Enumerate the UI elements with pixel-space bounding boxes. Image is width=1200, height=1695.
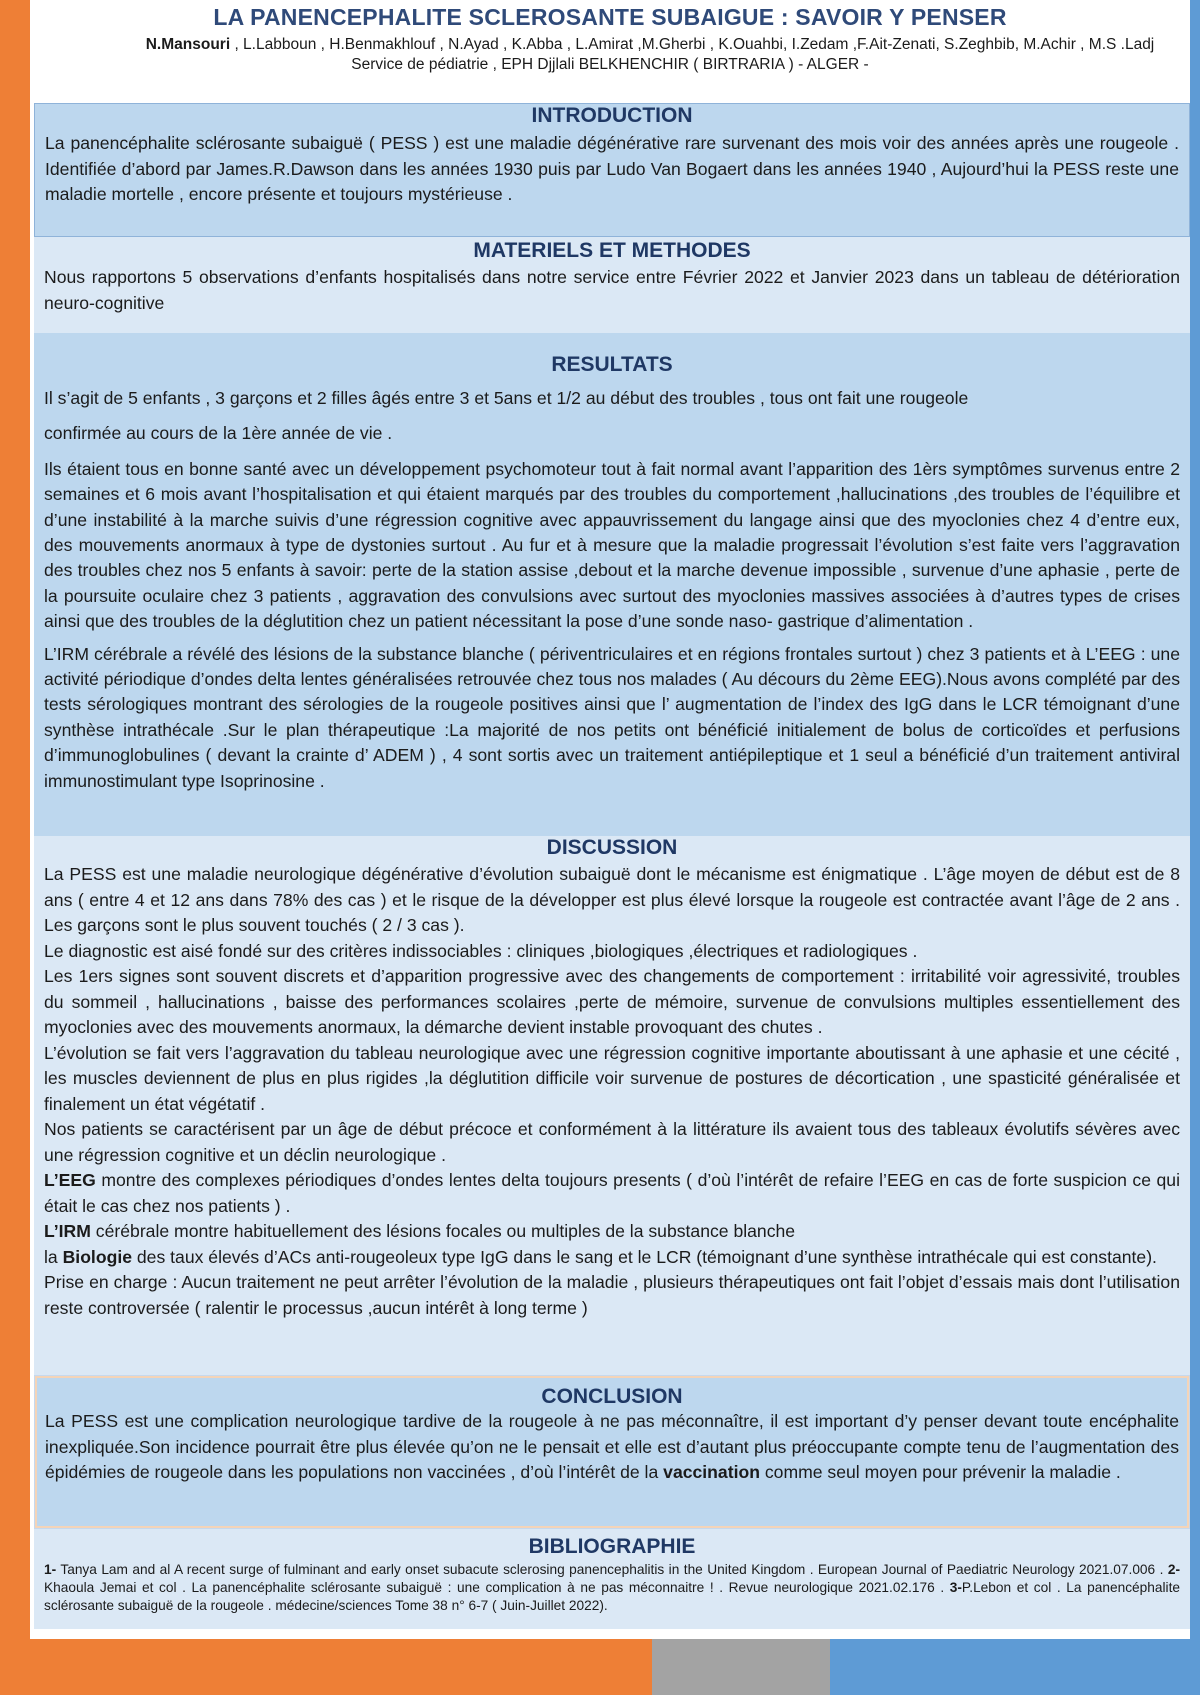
results-heading: RESULTATS [551,353,673,376]
affiliation: Service de pédiatrie , EPH Djjlali BELKHENCHIR ( BIRTRARIA ) - ALGER - [351,56,869,73]
discussion-p6: L’EEG montre des complexes périodiques d’ondes lentes delta toujours presents ( d’où l’intérêt de refaire l’EEG en cas de forte suspicion ce qui était le cas chez nos patients ) . [44,1170,1180,1216]
discussion-section [34,836,1190,1375]
bottom-orange-segment [0,1639,652,1695]
irm-label: L’IRM [44,1221,91,1241]
conclusion-text: La PESS est une complication neurologique tardive de la rougeole à ne pas méconnaître, il est important d’y penser devant toute encéphalite inexpliquée.Son incidence pourrait être plus élevée qu’on ne le pensait et elle est d’autant plus préoccupante compte tenu de l’augmentation des épidémies de rougeole dans les populations non vaccinées , d’où l’intérêt de la vaccination comme seul moyen pour prévenir la maladie . [45,1411,1179,1482]
right-blue-bar [1190,0,1200,1695]
introduction-text: La panencéphalite sclérosante subaiguë ( PESS ) est une maladie dégénérative rare survenant des mois voir des années après une rougeole . Identifiée d’abord par James.R.Dawson dans les années 1930 puis par Ludo Van Bogaert dans les années 1940 , Aujourd’hui la PESS reste une maladie mortelle , encore présente et toujours mystérieuse . [45,133,1179,204]
discussion-p3: Les 1ers signes sont souvent discrets et d’apparition progressive avec des changements de comportement : irritabilité voir agressivité, troubles du sommeil , hallucinations , baisse des performances scolaires ,perte de mémoire, survenue de convulsions multiples essentiellement des myoclonies avec des mouvements anormaux, la démarche devient instable provoquant des chutes . [44,966,1180,1037]
reference-2: Khaoula Jemai et col . La panencéphalite sclérosante subaiguë : une complication à ne pas méconnaitre ! . Revue neurologique 2021.02.176 . [44,1580,950,1595]
results-p1: Il s’agit de 5 enfants , 3 garçons et 2 filles âgés entre 3 et 5ans et 1/2 au début des troubles , tous ont fait une rougeole [44,388,969,408]
reference-3: P.Lebon et col . La panencéphalite sclérosante subaiguë de la rougeole . médecine/sciences Tome 38 n° 6-7 ( Juin-Juillet 2022). [44,1580,1180,1613]
bibliography-section [34,1529,1190,1629]
other-authors: , L.Labboun , H.Benmakhlouf , N.Ayad , K.Abba , L.Amirat ,M.Gherbi , K.Ouahbi, I.Zedam ,F.Ait-Zenati, S.Zeghbib, M.Achir , M.S .Ladj [230,36,1155,53]
materials-text: Nous rapportons 5 observations d’enfants hospitalisés dans notre service entre Février 2022 et Janvier 2023 dans un tableau de détérioration neuro-cognitive [44,267,1180,313]
eeg-label: L’EEG [44,1170,96,1190]
results-section [34,333,1190,836]
conclusion-section [34,1375,1190,1529]
discussion-p2: Le diagnostic est aisé fondé sur des critères indissociables : cliniques ,biologiques ,électriques et radiologiques . [44,940,918,961]
vaccination-word: vaccination [663,1462,760,1482]
bottom-blue-segment [830,1639,1200,1695]
first-author: N.Mansouri [145,36,231,53]
author-list [120,35,1180,55]
bibliography-heading: BIBLIOGRAPHIE [528,1535,696,1558]
introduction-heading: INTRODUCTION [531,104,693,127]
conclusion-heading: CONCLUSION [541,1385,683,1408]
biologie-label: Biologie [62,1246,132,1267]
discussion-p8: la Biologie des taux élevés d’ACs anti-rougeoleux type IgG dans le sang et le LCR (témoignant d’une synthèse intrathécale qui est constante). [44,1246,1157,1267]
reference-1: Tanya Lam and al A recent surge of fulminant and early onset subacute sclerosing panencephalitis in the United Kingdom . European Journal of Paediatric Neurology 2021.07.006 . [56,1562,1168,1577]
discussion-p4: L’évolution se fait vers l’aggravation du tableau neurologique avec une régression cognitive importante aboutissant à une aphasie et une cécité , les muscles deviennent de plus en plus rigides ,la déglutition difficile voir survenue de postures de décortication , une spasticité généralisée et finalement un état végétatif . [44,1042,1180,1114]
poster-header [30,0,1190,103]
bottom-color-bar [0,1639,1200,1695]
bottom-gray-segment [652,1639,830,1695]
materials-section [34,237,1190,333]
discussion-p7: L’IRM cérébrale montre habituellement des lésions focales ou multiples de la substance blanche [44,1221,796,1241]
introduction-section [34,103,1190,237]
discussion-p9: Prise en charge : Aucun traitement ne peut arrêter l’évolution de la maladie , plusieurs thérapeutiques ont fait l’objet d’essais mais dont l’utilisation reste controversée ( ralentir le processus ,aucun intérêt à long terme ) [44,1272,1180,1318]
results-p3: Ils étaient tous en bonne santé avec un développement psychomoteur tout à fait normal avant l’apparition des 1èrs symptômes survenus entre 2 semaines et 6 mois avant l’hospitalisation et qui étaient marqués par des troubles du comportement ,hallucinations ,des troubles de l’équilibre et d’une instabilité à la marche suivis d’une régression cognitive avec appauvrissement du langage ainsi que des myoclonies chez 4 d’entre eux, des mouvements anormaux à type de dystonies surtout . Au fur et à mesure que la maladie progressait l’évolution s’est faite vers l’aggravation des troubles chez nos 5 enfants à savoir: perte de la station assise ,debout et la marche devenue impossible , survenue d’une aphasie , perte de la poursuite oculaire chez 3 patients , aggravation des convulsions avec surtout des myoclonies massives associées à d’autres types de crises ainsi que des troubles de la déglutition chez un patient nécessitant la pose d’une sonde naso- gastrique d’alimentation . [44,458,1180,632]
discussion-heading: DISCUSSION [546,836,678,859]
materials-heading: MATERIELS ET METHODES [473,239,751,262]
results-p4: L’IRM cérébrale a révélé des lésions de la substance blanche ( périventriculaires et en régions frontales surtout ) chez 3 patients et à L’EEG : une activité périodique d’ondes delta lentes généralisées retrouvée chez tous nos malades ( Au décours du 2ème EEG).Nous avons complété par des tests sérologiques montrant des sérologies de la rougeole positives ainsi que l’ augmentation de l’index des IgG dans le LCR témoignant d’une synthèse intrathécale .Sur le plan thérapeutique :La majorité de nos petits ont bénéficié initialement de bolus de corticoïdes et perfusions d’immunoglobulines ( devant la crainte d’ ADEM ) , 4 sont sortis avec un traitement antiépileptique et 1 seul a bénéficié d’un traitement antiviral immunostimulant type Isoprinosine . [44,643,1180,791]
discussion-p5: Nos patients se caractérisent par un âge de début précoce et conformément à la littérature ils avaient tous des tableaux évolutifs sévères avec une régression cognitive et un déclin neurologique . [44,1119,1180,1165]
poster-title: LA PANENCEPHALITE SCLEROSANTE SUBAIGUE : SAVOIR Y PENSER [213,4,1007,30]
left-orange-bar [0,0,30,1695]
discussion-p1: La PESS est une maladie neurologique dégénérative d’évolution subaiguë dont le mécanisme est énigmatique . L’âge moyen de début est de 8 ans ( entre 4 et 12 ans dans 78% des cas ) et le risque de la développer est plus élevé lorsque la rougeole est contractée avant l’âge de 2 ans . Les garçons sont le plus souvent touchés ( 2 / 3 cas ). [44,864,1180,935]
bibliography-text: 1- Tanya Lam and al A recent surge of fulminant and early onset subacute sclerosing panencephalitis in the United Kingdom . European Journal of Paediatric Neurology 2021.07.006 . 2- Khaoula Jemai et col . La panencéphalite sclérosante subaiguë : une complication à ne pas méconnaitre ! . Revue neurologique 2021.02.176 . 3-P.Lebon et col . La panencéphalite sclérosante subaiguë de la rougeole . médecine/sciences Tome 38 n° 6-7 ( Juin-Juillet 2022). [44,1562,1180,1613]
results-p2: confirmée au cours de la 1ère année de vie . [44,423,393,444]
